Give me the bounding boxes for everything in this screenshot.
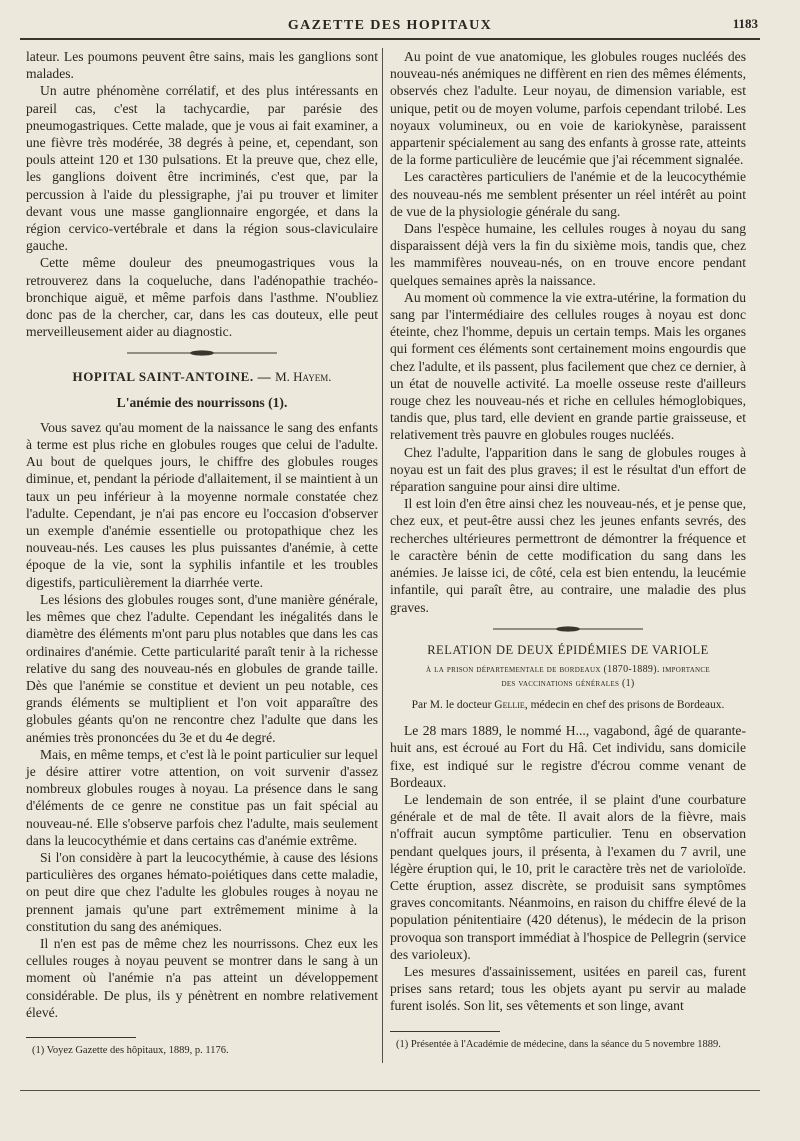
footnote-rule <box>390 1031 500 1032</box>
byline-suffix: médecin en chef des prisons de Bordeaux. <box>530 698 725 711</box>
paragraph: Vous savez qu'au moment de la naissance le sang des enfants à terme est plus riche en globules rouges que celui de l'adulte. Au bout de quelques jours, le chiffre des globules rouges diminue, et, pendant la période d'allaitement, il se maintient à un taux un peu inférieur à la moyenne normale constatée chez l'adulte. Cependant, je n'ai pas encore eu l'occasion d'observer un exemple d'anémie essentielle ou protopathique chez les nouveau-nés. Les causes les plus puissantes d'anémie, à cette époque de la vie, sont la syphilis infantile et les troubles digestifs, particulièrement la diarrhée verte. <box>26 419 378 590</box>
paragraph: Les caractères particuliers de l'anémie et de la leucocythémie des nouveau-nés me semblent présenter un réel intérêt au point de vue de la physiologie générale du sang. <box>390 169 746 219</box>
doctor-name: M. Hayem. <box>275 369 332 385</box>
footnote: (1) Présentée à l'Académie de médecine, dans la séance du 5 novembre 1889. <box>396 1038 721 1050</box>
page-header <box>20 10 760 40</box>
paragraph: Cette même douleur des pneumogastriques vous la retrouverez dans la coqueluche, dans l'adénopathie trachéo-bronchique aiguë, et même parfois dans l'asthme. N'oubliez donc pas de la chercher, car, dans les cas douteux, elle peut merveilleusement aider au diagnostic. <box>26 255 378 340</box>
byline-prefix: Par M. le docteur <box>411 698 492 711</box>
paragraph: Le lendemain de son entrée, il se plaint d'une courbature générale et de mal de tête. Il avait alors de la fièvre, mais n'offrait aucun symptôme particulier. Tenu en observation pendant quelques jours, il présenta, à l'examen du 7 avril, une légère éruption qui, le 10, prit le caractère très net de varioloïde. Cette éruption, assez discrète, se produisit sans symptômes graves concomitants. Néanmoins, en raison du chiffre élevé de la population pénitentiaire (420 détenus), le médecin de la prison provoqua son transport immédiat à l'hospice de Pellegrin (service des varioleux). <box>390 791 746 962</box>
footnote: (1) Voyez Gazette des hôpitaux, 1889, p. 1176. <box>32 1044 229 1056</box>
article-title: L'anémie des nourrissons (1). <box>116 394 288 410</box>
paragraph: Au point de vue anatomique, les globules rouges nucléés des nouveau-nés anémiques ne diffèrent en rien des mêmes éléments, observés chez l'adulte. Leur noyau, de dimension variable, est unique, petit ou de moyen volume, parfois cependant trilobé. Les noyaux volumineux, ou en voie de kariokynèse, paraissent appartenir spécialement au sang des enfants à grosse rate, atteints de la forme particulière de leucémie que j'ai récemment signalée. <box>390 49 746 168</box>
section-heading <box>26 368 378 385</box>
paragraph: Chez l'adulte, l'apparition dans le sang de globules rouges à noyau est un fait des plus graves; il est le résultat d'un effort de réparation sanguine pour ainsi dire ultime. <box>390 444 746 495</box>
article-subtitle <box>390 663 746 691</box>
right-column <box>390 48 746 1052</box>
paragraph: Dans l'espèce humaine, les cellules rouges à noyau du sang disparaissent déjà vers la fin du sixième mois, tandis que, chez les mammifères nouveau-nés, on en trouve encore pendant quelques semaines après la naissance. <box>390 221 746 288</box>
left-column <box>26 48 378 1058</box>
paragraph: Le 28 mars 1889, le nommé H..., vagabond, âgé de quarante-huit ans, est écroué au Fort du Hâ. Cet individu, sans domicile fixe, est indiqué sur le registre d'écrou comme venant de Bordeaux. <box>390 723 746 790</box>
paragraph: Mais, en même temps, et c'est là le point particulier sur lequel je désire attirer votre attention, on voit survenir d'assez nombreux globules rouges à noyau. La présence dans le sang d'éléments de ce genre ne constitue pas un fait spécial au nouveau-né. Elle s'observe parfois chez l'adulte, mais seulement dans la leucocythémie et dans certains cas d'anémie extrême. <box>26 746 378 848</box>
paragraph: Il est loin d'en être ainsi chez les nouveau-nés, et je pense que, chez eux, et peut-être aussi chez les jeunes enfants sevrés, des recherches ultérieures permettront de démontrer la fréquence et le caractère bénin de cette modification du sang dans les anémies. Je laisse ici, de côté, cela est bien entendu, la leucémie infantile, qui paraît être, au contraire, une maladie des plus graves. <box>390 496 746 615</box>
paragraph: lateur. Les poumons peuvent être sains, mais les ganglions sont malades. <box>26 49 378 82</box>
hospital-name: HOPITAL SAINT-ANTOINE. — <box>72 369 272 385</box>
paragraph: Il n'en est pas de même chez les nourrissons. Chez eux les cellules rouges à noyau peuvent se montrer dans le sang à un moment où l'anémie n'a pas atteint un développement considérable. De plus, ils y pénètrent en nombre relativement élevé. <box>26 935 378 1020</box>
footnote-rule <box>26 1037 136 1038</box>
paragraph: Un autre phénomène corrélatif, et des plus intéressants en pareil cas, c'est la tachycardie, par parésie des pneumogastriques. Cette malade, que je vous ai fait examiner, a une fièvre très modérée, 38 degrés à peine, et, cependant, son pouls atteint 120 et 130 pulsations. Et la preuve que, chez elle, les ganglions doivent être incriminés, c'est que, par la percussion à l'aide du plessigraphe, j'ai pu trouver et limiter devant vous une masse ganglionnaire engorgée, et dans la région cervico-vertébrale et dans la région sous-claviculaire gauche. <box>26 83 378 254</box>
column-divider <box>382 48 383 1063</box>
ornament-divider <box>493 624 643 634</box>
ornament-divider <box>127 348 277 358</box>
paragraph: Les lésions des globules rouges sont, d'une manière générale, les mêmes que chez l'adulte. Cependant les inégalités dans le diamètre des éléments m'ont paru plus notables que dans les cas ordinaires d'anémie. Cette particularité paraît tenir à la richesse relative du sang des nouveau-nés en globules de grande taille. Dès que l'anémie se constitue et devient un peu notable, ces grands éléments se multiplient et l'on voit apparaître des globules géants qu'on ne rencontre chez l'adulte que dans les anémies très prononcées du 3e et du 4e degré. <box>26 591 378 745</box>
paragraph: Les mesures d'assainissement, usitées en pareil cas, furent prises sans retard; tous les objets ayant pu servir au malade furent isolés. Son lit, ses vêtements et son linge, avant <box>390 963 746 1014</box>
bottom-rule <box>20 1090 760 1091</box>
paragraph: Au moment où commence la vie extra-utérine, la formation du sang par l'intermédiaire des cellules rouges à noyau est donc éteinte, chez l'homme, depuis un certain temps. Mais les organes qui forment ces éléments sont certainement moins engourdis que chez l'adulte, et ils passent, plus facilement que chez ce dernier, à un état de nouvelle activité. La moelle osseuse reste d'ailleurs rouge chez les nouveau-nés et riche en cellules hémoglobiques, tandis que, plus tard, elle devient en grande partie graisseuse, et relativement très pauvre en globules rouges nucléés. <box>390 289 746 443</box>
article-title: RELATION DE DEUX ÉPIDÉMIES DE VARIOLE <box>427 642 709 657</box>
paragraph: Si l'on considère à part la leucocythémie, à cause des lésions particulières des organes hémato-poiétiques dans cette maladie, on peut dire que chez l'adulte les globules rouges à noyau ne prennent jamais qu'une part extrêmement minime à la constitution du sang des anémiques. <box>26 849 378 934</box>
author-name: Gellie, <box>494 698 528 711</box>
page-number: 1183 <box>732 16 758 31</box>
byline <box>390 697 746 714</box>
subtitle-line: des vaccinations générales (1) <box>501 677 635 689</box>
subtitle-line: à la prison départementale de bordeaux (1870-1889). importance <box>426 663 710 675</box>
running-title: GAZETTE DES HOPITAUX <box>287 18 493 33</box>
